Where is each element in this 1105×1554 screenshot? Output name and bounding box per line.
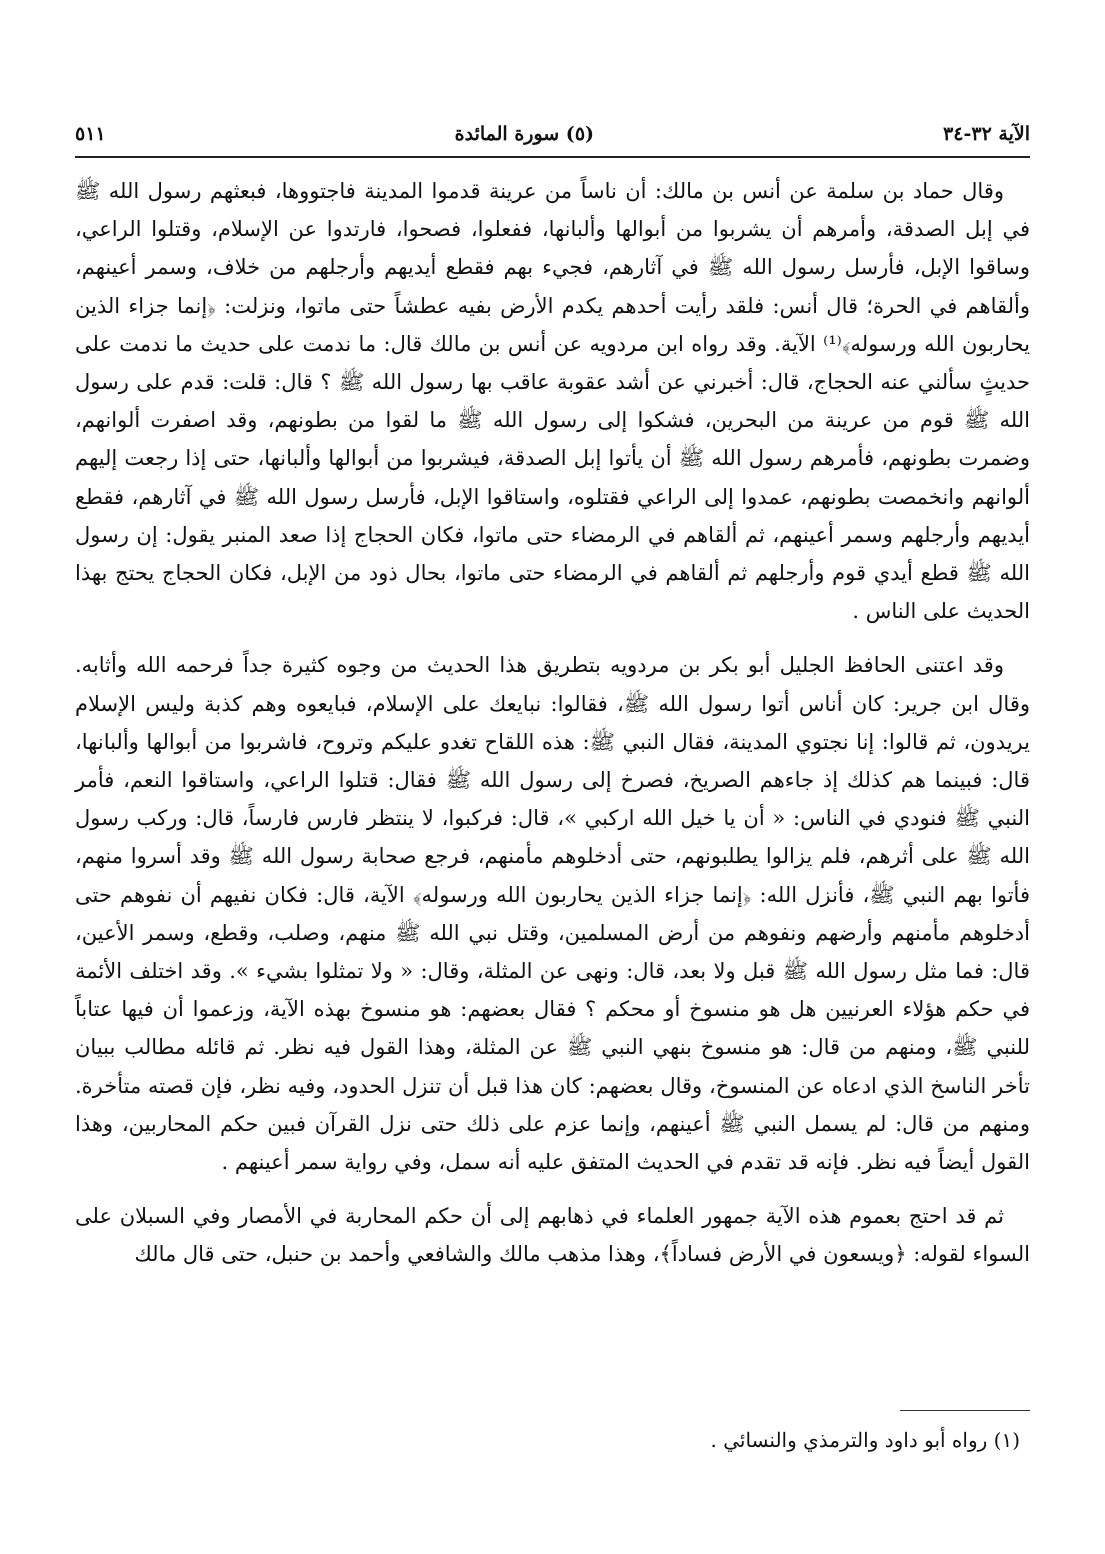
surah-title: (٥) سورة المائدة (454, 123, 595, 145)
paragraph-2: وقد اعتنى الحافظ الجليل أبو بكر بن مردويه بتطريق هذا الحديث من وجوه كثيرة جداً فرحمه الله وأثابه. وقال ابن جرير: كان أناس أتوا رسول الله ﷺ، فقالوا: نبايعك على الإسلام، فبايعوه وهم كذبة وليس الإسلام يريدون، ثم قالوا: إنا نجتوي المدينة، فقال النبي ﷺ: هذه اللقاح تغدو عليكم وتروح، فاشربوا من أبوالها وألبانها، قال: فبينما هم كذلك إذ جاءهم الصريخ، فصرخ إلى رسول الله ﷺ فقال: قتلوا الراعي، واستاقوا النعم، فأمر النبي ﷺ فنودي في الناس: « أن يا خيل الله اركبي »، قال: فركبوا، لا ينتظر فارس فارساً، قال: وركب رسول الله ﷺ على أثرهم، فلم يزالوا يطلبونهم، حتى أدخلوهم مأمنهم، فرجع صحابة رسول الله ﷺ وقد أسروا منهم، فأتوا بهم النبي ﷺ، فأنزل الله: ﴿إنما جزاء الذين يحاربون الله ورسوله﴾ الآية، قال: فكان نفيهم أن نفوهم حتى أدخلوهم مأمنهم وأرضهم ونفوهم من أرض المسلمين، وقتل نبي الله ﷺ منهم، وصلب، وقطع، وسمر الأعين، قال: فما مثل رسول الله ﷺ قبل ولا بعد، قال: ونهى عن المثلة، وقال: « ولا تمثلوا بشيء ». وقد اختلف الأئمة في حكم هؤلاء العرنيين هل هو منسوخ أو محكم ؟ فقال بعضهم: هو منسوخ بهذه الآية، وزعموا أن فيها عتاباً للنبي ﷺ، ومنهم من قال: هو منسوخ بنهي النبي ﷺ عن المثلة، وهذا القول فيه نظر. ثم قائله مطالب ببيان تأخر الناسخ الذي ادعاه عن المنسوخ، وقال بعضهم: كان هذا قبل أن تنزل الحدود، وفيه نظر، فإن قصته متأخرة. ومنهم من قال: لم يسمل النبي ﷺ أعينهم، وإنما عزم على ذلك حتى نزل القرآن فبين حكم المحاربين، وهذا القول أيضاً فيه نظر. فإنه قد تقدم في الحديث المتفق عليه أنه سمل، وفي رواية سمر أعينهم . (75, 653, 1030, 1175)
verse-range: الآية ٣٢-٣٤ (943, 123, 1030, 145)
footnote-1: (١) رواه أبو داود والترمذي والنسائي . (710, 1428, 1020, 1452)
footnote-divider (900, 1410, 1030, 1411)
footnotes-section (75, 1410, 1030, 1455)
main-text (75, 172, 1030, 1274)
page-number: ٥١١ (75, 123, 106, 145)
paragraph-1: وقال حماد بن سلمة عن أنس بن مالك: أن ناساً من عرينة قدموا المدينة فاجتووها، فبعثهم رسول الله ﷺ في إبل الصدقة، وأمرهم أن يشربوا من أبوالها وألبانها، ففعلوا، فصحوا، فارتدوا عن الإسلام، وقتلوا الراعي، وساقوا الإبل، فأرسل رسول الله ﷺ في آثارهم، فجيء بهم فقطع أيديهم وأرجلهم من خلاف، وسمر أعينهم، وألقاهم في الحرة؛ قال أنس: فلقد رأيت أحدهم يكدم الأرض بفيه عطشاً حتى ماتوا، ونزلت: ﴿إنما جزاء الذين يحاربون الله ورسوله﴾⁽¹⁾ الآية. وقد رواه ابن مردويه عن أنس بن مالك قال: ما ندمت على حديث ما ندمت على حديثٍ سألني عنه الحجاج، قال: أخبرني عن أشد عقوبة عاقب بها رسول الله ﷺ ؟ قال: قلت: قدم على رسول الله ﷺ قوم من عرينة من البحرين، فشكوا إلى رسول الله ﷺ ما لقوا من بطونهم، وقد اصفرت ألوانهم، وضمرت بطونهم، فأمرهم رسول الله ﷺ أن يأتوا إبل الصدقة، فيشربوا من أبوالها وألبانها، حتى إذا رجعت إليهم ألوانهم وانخمصت بطونهم، عمدوا إلى الراعي فقتلوه، واستاقوا الإبل، فأرسل رسول الله ﷺ في آثارهم، فقطع أيديهم وأرجلهم وسمر أعينهم، ثم ألقاهم في الرمضاء حتى ماتوا، فكان الحجاج إذا صعد المنبر يقول: إن رسول الله ﷺ قطع أيدي قوم وأرجلهم ثم ألقاهم في الرمضاء حتى ماتوا، بحال ذود من الإبل، فكان الحجاج يحتج بهذا الحديث على الناس . (75, 179, 1030, 624)
page-header (75, 118, 1030, 158)
paragraph-3: ثم قد احتج بعموم هذه الآية جمهور العلماء في ذهابهم إلى أن حكم المحاربة في الأمصار وفي السبلان على السواء لقوله: ﴿ويسعون في الأرض فساداً﴾، وهذا مذهب مالك والشافعي وأحمد بن حنبل، حتى قال مالك (75, 1204, 1030, 1267)
